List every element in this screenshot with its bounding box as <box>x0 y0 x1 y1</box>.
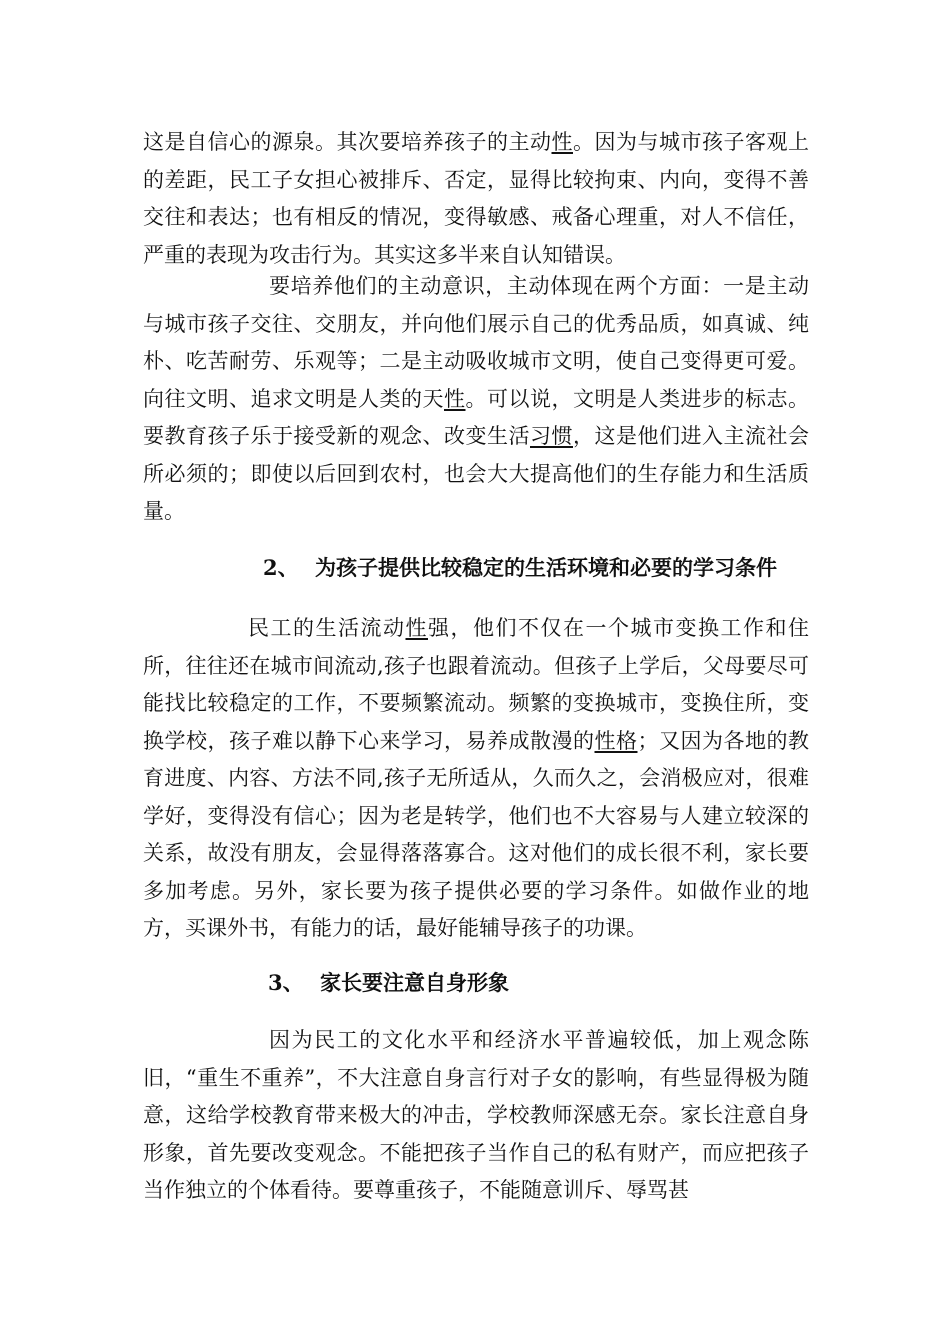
paragraph-1 <box>143 124 809 274</box>
section-heading-2 <box>263 553 777 583</box>
section-title: 为孩子提供比较稳定的生活环境和必要的学习条件 <box>315 555 777 580</box>
paragraph-2-text-c: ，这是他们进入主流社会所必须的；即使以后回到农村，也会大大提高他们的生存能力和生活质量。 <box>143 424 809 523</box>
underlined-word: 性格 <box>594 728 638 753</box>
paragraph-3-text-a: 民工的生活流动 <box>248 616 406 640</box>
paragraph-3-text-b: 强，他们不仅在一个城市变换工作和住所，往往还在城市间流动,孩子也跟着流动。但孩子上学后，父母要尽可能找比较稳定的工作，不要频繁流动。频繁的变换城市，变换住所，变换学校，孩子难以静下心来学习，易养成散漫的 <box>143 616 809 753</box>
paragraph-3 <box>143 610 809 948</box>
paragraph-2-text-b: 。可以说，文明是人类进步的标志。要教育孩子乐于接受新的观念、改变生活 <box>143 386 809 448</box>
section-title: 家长要注意自身形象 <box>320 970 509 995</box>
paragraph-3-text-c: ；又因为各地的教育进度、内容、方法不同,孩子无所适从，久而久之，会消极应对，很难学好，变得没有信心；因为老是转学，他们也不大容易与人建立较深的关系，故没有朋友，会显得落落寡合。这对他们的成长很不利，家长要多加考虑。另外，家长要为孩子提供必要的学习条件。如做作业的地方，买课外书，有能力的话，最好能辅导孩子的功课。 <box>143 728 809 940</box>
paragraph-4 <box>143 1022 809 1210</box>
underlined-word: 性 <box>551 130 573 154</box>
underlined-word: 习惯 <box>530 424 573 448</box>
section-heading-3 <box>268 968 509 998</box>
paragraph-2-text-a: 要培养他们的主动意识，主动体现在两个方面：一是主动与城市孩子交往、交朋友，并向他们展示自己的优秀品质，如真诚、纯朴、吃苦耐劳、乐观等；二是主动吸收城市文明，使自己变得更可爱。向往文明、追求文明是人类的天 <box>143 274 809 411</box>
underlined-word: 性 <box>405 616 428 640</box>
underlined-word: 性 <box>444 386 466 411</box>
paragraph-1-text-b: 。因为与城市孩子客观上的差距，民工子女担心被排斥、否定，显得比较拘束、内向，变得不善交往和表达；也有相反的情况，变得敏感、戒备心理重，对人不信任，严重的表现为攻击行为。其实这多半来自认知错误。 <box>143 130 809 267</box>
paragraph-4-text-a: 因为民工的文化水平和经济水平普遍较低，加上观念陈旧，“重生不重养”，不大注意自身言行对子女的影响，有些显得极为随意，这给学校教育带来极大的冲击，学校教师深感无奈。家长注意自身形象，首先要改变观念。不能把孩子当作自己的私有财产，而应把孩子当作独立的个体看待。要尊重孩子，不能随意训斥、辱骂甚 <box>143 1028 809 1202</box>
section-number: 2、 <box>263 555 299 580</box>
paragraph-1-text-a: 这是自信心的源泉。其次要培养孩子的主动 <box>143 130 552 154</box>
paragraph-2 <box>143 268 809 531</box>
section-number: 3、 <box>268 970 304 995</box>
